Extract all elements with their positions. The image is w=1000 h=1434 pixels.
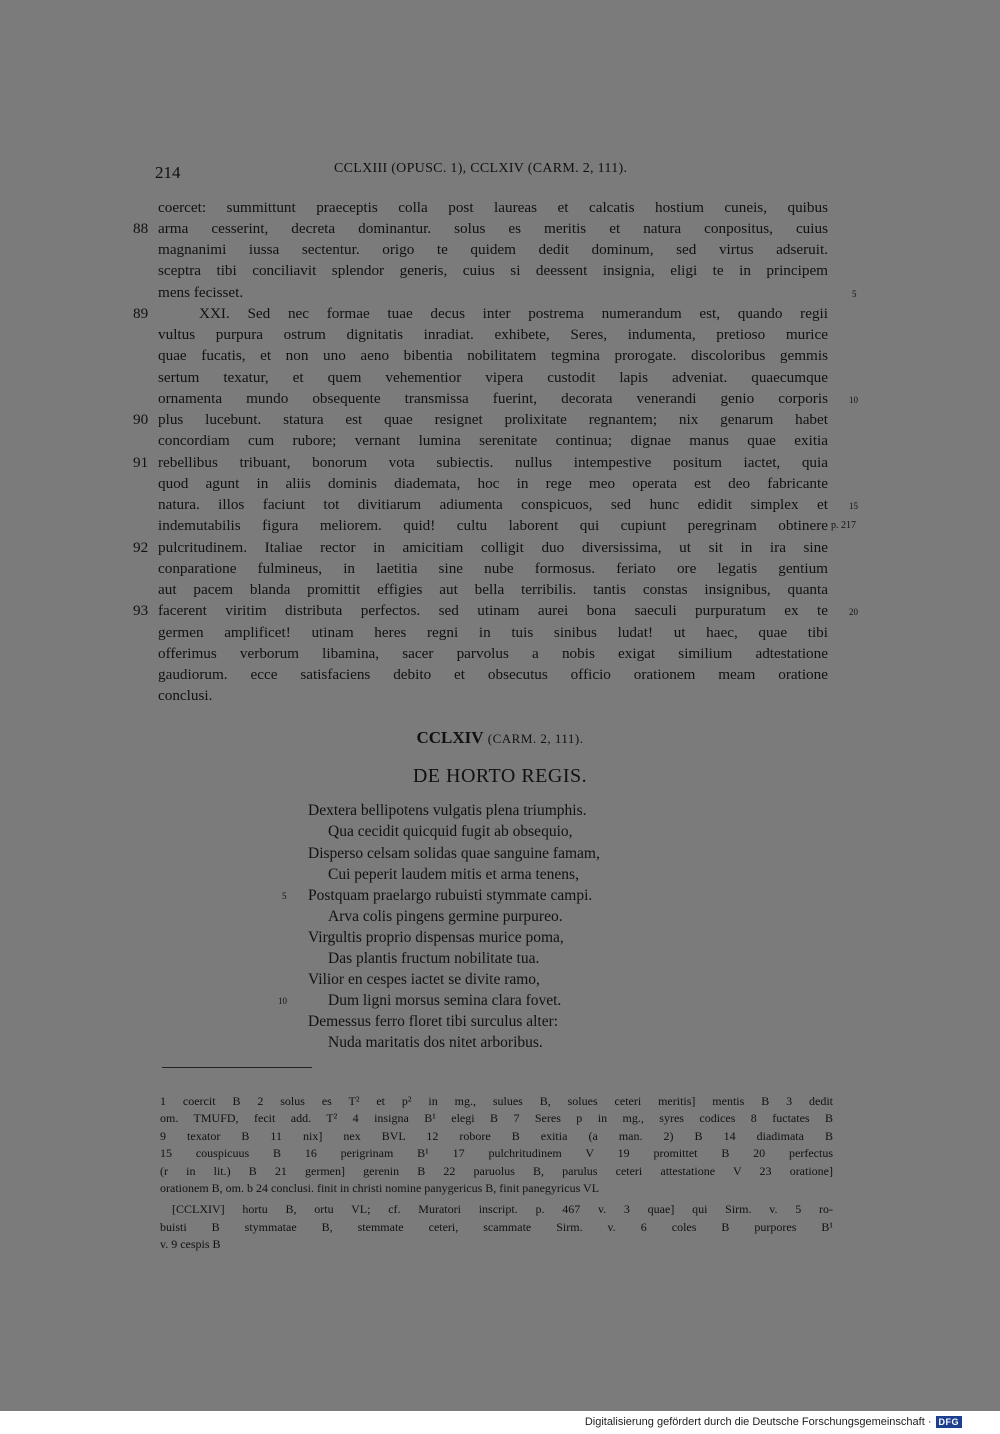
prose-line: XXI. Sed nec formae tuae decus inter postrema numerandum est, quando regii [199,305,828,322]
prose-line: concordiam cum rubore; vernant lumina serenitate continua; dignae manus quae exitia [158,432,828,449]
section-number: 90 [133,411,149,428]
verse-line: Qua cecidit quicquid fugit ab obsequio, [328,823,573,840]
verse-line: Arva colis pingens germine purpureo. [328,908,563,925]
prose-line: quae fucatis, et non uno aeno bibentia nobilitatem tegmina prorogate. discoloribus gemmis [158,347,828,364]
prose-line: indemutabilis figura meliorem. quid! cultu laborent qui cupiunt peregrinam obtinere [158,517,828,534]
prose-line: plus lucebunt. statura est quae resignet prolixitate regnantem; nix genarum habet [158,411,828,428]
prose-line: gaudiorum. ecce satisfaciens debito et obsecutus officio orationem meam oratione [158,666,828,683]
section-number: 88 [133,220,149,237]
verse-line: Dextera bellipotens vulgatis plena triumphis. [308,802,587,819]
verse-line: Postquam praelargo rubuisti stymmate campi. [308,887,593,904]
prose-line: rebellibus tribuant, bonorum vota subiectis. nullus intempestive positum iactet, quia [158,454,828,471]
verse-line: Cui peperit laudem mitis et arma tenens, [328,866,579,883]
page-number: 214 [155,163,181,182]
verse-number: 5 [282,891,287,901]
apparatus-line: buisti B stymmatae B, stemmate ceteri, scammate Sirm. v. 6 coles B purpores B¹ [160,1220,833,1234]
section-number: 89 [133,305,149,322]
credit-text: Digitalisierung gefördert durch die Deutsche Forschungsgemeinschaft · [584,1416,932,1428]
prose-line: arma cesserint, decreta dominantur. solus es meritis et natura conpositus, cuius [158,220,828,237]
apparatus-line: orationem B, om. b 24 conclusi. finit in christi nomine panygericus B, finit panegyricus VL [160,1181,600,1195]
poem-number-heading [0,728,1000,748]
prose-line: coercet: summittunt praeceptis colla post laureas et calcatis hostium cuneis, quibus [158,199,828,216]
verse-line: Virgultis proprio dispensas murice poma, [308,929,564,946]
prose-line: natura. illos faciunt tot divitiarum adiumenta conspicuos, sed hunc edidit simplex et [158,496,828,513]
apparatus-line: 15 couspicuus B 16 perigrinam B¹ 17 pulchritudinem V 19 promittet B 20 perfectus [160,1146,833,1160]
digitization-credit [585,1416,962,1428]
section-number: 91 [133,454,149,471]
prose-line: magnanimi iussa sectentur. origo te quidem dedit dominum, sed virtus adseruit. [158,241,828,258]
apparatus-line: om. TMUFD, fecit add. T² 4 insigna B¹ elegi B 7 Seres p in mg., syres codices 8 fuctates B [160,1111,833,1125]
prose-line: sceptra tibi conciliavit splendor generis, cuius si deessent insignia, eligi te in principem [158,262,828,279]
verse-line: Vilior en cespes iactet se divite ramo, [308,971,540,988]
margin-line-number: 10 [849,395,858,405]
prose-line: quod agunt in aliis dominis diademata, hoc in rege meo operata est deo fabricante [158,475,828,492]
verse-number: 10 [278,996,287,1006]
verse-line: Nuda maritatis dos nitet arboribus. [328,1034,543,1051]
prose-line: conclusi. [158,687,213,704]
prose-line: pulcritudinem. Italiae rector in amicitiam colligit duo diversissima, ut sit in ira sine [158,539,828,556]
verse-line: Das plantis fructum nobilitate tua. [328,950,540,967]
prose-line: ornamenta mundo obsequente transmissa fuerint, decorata venerandi genio corporis [158,390,828,407]
apparatus-line: 1 coercit B 2 solus es T² et p² in mg., sulues B, solues ceteri meritis] mentis B 3 dedit [160,1094,833,1108]
prose-line: mens fecisset. [158,284,244,301]
verse-line: Disperso celsam solidas quae sanguine famam, [308,845,600,862]
section-number: 93 [133,602,149,619]
section-number: 92 [133,539,149,556]
prose-line: conparatione fulmineus, in laetitia sine nube formosus. feriato ore legatis gentium [158,560,828,577]
apparatus-line: v. 9 cespis B [160,1237,221,1251]
apparatus-line: (r in lit.) B 21 germen] gerenin B 22 paruolus B, parulus ceteri attestatione V 23 oratione] [160,1164,833,1178]
footnote-rule [162,1067,312,1068]
poem-number: CCLXIV [416,728,484,747]
prose-line: germen amplificet! utinam heres regni in tuis sinibus ludat! ut haec, quae tibi [158,624,828,641]
margin-line-number: 15 [849,501,858,511]
running-head: CCLXIII (OPUSC. 1), CCLXIV (CARM. 2, 111). [334,161,628,176]
prose-line: aut pacem blanda promittit effigies aut bella terribilis. tantis constas insignibus, quanta [158,581,828,598]
margin-line-number: 20 [849,607,858,617]
prose-line: sertum texatur, et quem vehementior vipera custodit lapis adveniat. quaecumque [158,369,828,386]
prose-line: vultus purpura ostrum dignitatis inradiat. exhibete, Seres, indumenta, pretioso murice [158,326,828,343]
prose-line: facerent viritim distributa perfectos. sed utinam aurei bona saeculi purpuratum ex te [158,602,828,619]
dfg-logo: DFG [936,1416,963,1428]
prose-line: offerimus verborum libamina, sacer parvolus a nobis exigat similium adtestatione [158,645,828,662]
margin-line-number: 5 [852,289,857,299]
verse-line: Demessus ferro floret tibi surculus alter: [308,1013,559,1030]
apparatus-line: 9 texator B 11 nix] nex BVL 12 robore B exitia (a man. 2) B 14 diadimata B [160,1129,833,1143]
poem-source: (CARM. 2, 111). [487,731,584,746]
apparatus-line: [CCLXIV] hortu B, ortu VL; cf. Muratori inscript. p. 467 v. 3 quae] qui Sirm. v. 5 ro- [172,1202,833,1216]
poem-title: DE HORTO REGIS. [412,765,588,787]
verse-line: Dum ligni morsus semina clara fovet. [328,992,562,1009]
margin-page-number: p. 217 [831,520,856,531]
